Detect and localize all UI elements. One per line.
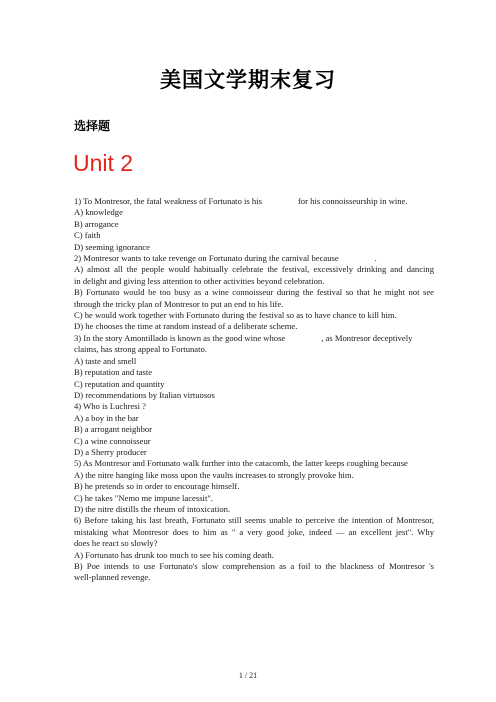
text-line-content: 6) Before taking his last breath, Fortunato still seems unable to perceive the intention of Montresor,	[74, 515, 434, 526]
text-line-content: A) almost all the people would habitually celebrate the festival, excessively drinking and dancing	[74, 264, 434, 275]
text-line-content: D) he chooses the time at random instead of a deliberate scheme.	[74, 321, 298, 332]
text-line-content: D) recommendations by Italian virtuosos	[74, 389, 215, 400]
text-line	[74, 401, 434, 412]
text-line-continuation: for his connoisseurship in wine.	[297, 196, 408, 206]
text-line	[74, 287, 434, 298]
text-line-content: C) a wine connoisseur	[74, 435, 151, 446]
text-line-content: D) the nitre distills the rheum of intoxication.	[74, 503, 231, 514]
text-line-content: A) a boy in the bar	[74, 412, 139, 423]
text-line-content: B) a arrogant neighbor	[74, 424, 153, 435]
text-line	[74, 196, 434, 207]
text-line	[74, 515, 434, 526]
question-list	[74, 196, 434, 584]
text-line-content: C) faith	[74, 230, 101, 241]
section-heading: 选择题	[74, 119, 111, 133]
text-line-content: B) he pretends so in order to encourage himself.	[74, 481, 240, 492]
text-line-content: B) reputation and taste	[74, 367, 153, 378]
text-line	[74, 321, 434, 332]
text-line	[74, 527, 434, 538]
text-line-content: B) Fortunato would be too busy as a wine connoisseur during the festival so that he might not see	[74, 287, 434, 298]
text-line-content: through the tricky plan of Montresor to put an end to his life.	[74, 298, 284, 309]
text-line	[74, 333, 434, 344]
text-line-content: B) arrogance	[74, 218, 119, 229]
text-line-content: mistaking what Montresor does to him as " a very good joke, indeed — an excellent jest". Why	[74, 526, 434, 537]
text-line	[74, 230, 434, 241]
text-line	[74, 276, 434, 287]
text-line	[74, 356, 434, 367]
text-line-content: D) seeming ignorance	[74, 241, 150, 252]
text-line	[74, 504, 434, 515]
unit-heading: Unit 2	[73, 150, 134, 176]
text-line-content: 2) Montresor wants to take revenge on Fortunato during the carnival because	[74, 253, 339, 264]
text-line-content: does he react so slowly?	[74, 538, 158, 549]
text-line	[74, 310, 434, 321]
text-line	[74, 458, 434, 469]
text-line	[74, 424, 434, 435]
text-line	[74, 436, 434, 447]
text-line	[74, 253, 434, 264]
text-line-continuation: .	[374, 253, 377, 264]
text-line-content: 1) To Montresor, the fatal weakness of Fortunato is his	[74, 196, 262, 206]
text-line	[74, 550, 434, 561]
text-line-content: claims, has strong appeal to Fortunato.	[74, 344, 207, 355]
text-line-content: 4) Who is Luchresi ?	[74, 401, 146, 412]
text-line	[74, 207, 434, 218]
page-number: 1 / 21	[238, 671, 258, 680]
text-line-content: A) the nitre hanging like moss upon the vaults increases to strongly provoke him.	[74, 469, 354, 480]
text-line	[74, 572, 434, 583]
text-line-content: B) Poe intends to use Fortunato's slow comprehension as a foil to the blackness of Montresor 's	[74, 561, 434, 571]
text-line-content: in delight and giving less attention to other activities beyond celebration.	[74, 275, 325, 286]
text-line-continuation: , as Montresor deceptively	[321, 332, 413, 343]
text-line	[74, 344, 434, 355]
text-line	[74, 493, 434, 504]
text-line	[74, 481, 434, 492]
text-line	[74, 390, 434, 401]
text-line	[74, 379, 434, 390]
text-line	[74, 264, 434, 275]
text-line	[74, 447, 434, 458]
text-line-content: C) reputation and quantity	[74, 378, 165, 389]
text-line	[74, 538, 434, 549]
text-line	[74, 413, 434, 424]
text-line-content: D) a Sherry producer	[74, 446, 147, 457]
text-line	[74, 561, 434, 572]
text-line	[74, 219, 434, 230]
text-line-content: well-planned revenge.	[74, 572, 151, 583]
text-line	[74, 242, 434, 253]
text-line-content: 3) In the story Amontillado is known as the good wine whose	[74, 332, 286, 343]
text-line	[74, 299, 434, 310]
text-line-content: 5) As Montresor and Fortunato walk further into the catacomb, the latter keeps coughing because	[74, 458, 408, 469]
text-line	[74, 367, 434, 378]
text-line-content: A) knowledge	[74, 207, 123, 218]
text-line-content: A) Fortunato has drunk too much to see his coming death.	[74, 549, 274, 560]
text-line-content: A) taste and smell	[74, 355, 137, 366]
text-line	[74, 470, 434, 481]
document-title: 美国文学期末复习	[160, 68, 336, 92]
text-line-content: C) he takes "Nemo me impune lacessit".	[74, 492, 213, 503]
text-line-content: C) he would work together with Fortunato during the festival so as to have chance to kill him.	[74, 310, 397, 321]
